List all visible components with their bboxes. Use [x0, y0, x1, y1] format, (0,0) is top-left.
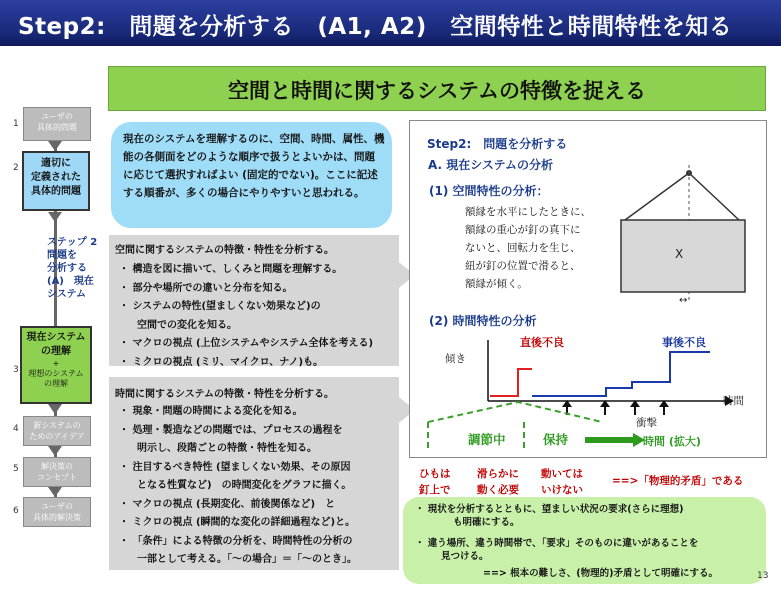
phase-adjusting: 調節中	[468, 432, 506, 447]
arrow-down-icon	[48, 404, 62, 414]
list-item: ・ マクロの視点 (上位システムやシステム全体を考える)	[119, 338, 374, 349]
step-box-3[interactable]	[20, 326, 92, 404]
text-line: 額縁が傾く。	[465, 278, 528, 290]
physical-contradiction: ==>「物理的矛盾」である	[612, 475, 744, 487]
picture-frame-diagram	[615, 160, 755, 310]
list-item: ・ ミクロの視点 (瞬間的な変化の詳細過程など)と。	[119, 517, 356, 528]
step-box-6[interactable]: ユーザの 具体的解決策	[23, 497, 91, 527]
summary-conclusion: ==> 根本の難しさ、(物理的)矛盾として明確にする。	[483, 568, 718, 579]
space-analysis-label: (1) 空間特性の分析：	[429, 184, 549, 198]
space-analysis-text	[465, 203, 591, 293]
explanation-text: 現在のシステムを理解するのに、空間、時間、属性、機能の各側面をどのような順序で扱うとよいかは、問題に応じて選択すればよい (固定的でない)。ここに記述する順番が、多くの場合にやりやすいと思われる。	[123, 133, 385, 199]
section-banner	[108, 66, 766, 111]
step3-sub: + 理想のシステム の理解	[28, 359, 84, 388]
panel-section-a: A. 現在システムの分析	[428, 158, 554, 172]
string-line	[689, 173, 739, 220]
step-box-1[interactable]: ユーザの 具体的問題	[23, 107, 91, 141]
summary-line: 見つける。	[441, 551, 489, 562]
series-immediate-failure	[490, 369, 532, 396]
time-box-list	[119, 403, 357, 570]
space-box-list	[119, 261, 373, 372]
time-analysis-label: (2) 時間特性の分析	[429, 314, 537, 328]
arrow-down-icon	[48, 212, 62, 222]
list-item: ・ 現象・問題の時間による変化を知る。	[119, 406, 303, 417]
arrow-down-icon	[48, 487, 62, 497]
list-item: 一部として考える。「〜の場合」＝「〜のとき」。	[137, 554, 357, 565]
step3-label: 現在システム の理解	[26, 332, 86, 357]
list-item: 明示し、段階ごとの特徴・特性を知る。	[137, 443, 317, 454]
list-item: ・ システムの特性(望ましくない効果など)の	[119, 301, 321, 312]
list-item: ・ 注目するべき特性 (望ましくない効果、その原因	[119, 461, 351, 473]
summary-line: ・ 違う場所、違う時間帯で、「要求」そのものに違いがあることを	[415, 538, 699, 549]
step-number: 6	[13, 506, 19, 516]
summary-line: ・ 現状を分析するとともに、望ましい状況の要求(さらに理想)	[415, 504, 684, 515]
list-item: ・ 部分や場所での違いと分布を知る。	[119, 282, 293, 294]
list-item: ・ 処理・製造などの問題では、プロセスの過程を	[119, 424, 343, 436]
list-item: 空間での変化を知る。	[137, 319, 237, 331]
phase-holding: 保持	[543, 432, 569, 447]
space-box-heading: 空間に関するシステムの特徴・特性を分析する。	[115, 245, 334, 256]
y-axis-label: 傾き	[445, 353, 466, 365]
cond-must-not-move: 動いては いけない	[541, 468, 583, 496]
list-item: となる性質など) の時間変化をグラフに描く。	[137, 480, 352, 491]
list-item: ・ ミクロの視点 (ミリ、マイクロ、ナノ)も。	[119, 356, 324, 368]
string-line	[625, 173, 689, 220]
text-line: 額縁を水平にしたときに、	[465, 206, 591, 218]
arrow-right-icon	[585, 433, 645, 447]
arrow-down-icon	[48, 141, 62, 151]
space-analysis-box	[109, 235, 399, 366]
page-title: Step2: 問題を分析する (A1, A2) 空間特性と時間特性を知る	[18, 14, 733, 40]
step2-note: ステップ 2 問題を 分析する (A) 現在 システム	[47, 237, 98, 300]
time-analysis-box	[109, 377, 399, 570]
banner-title: 空間と時間に関するシステムの特徴を捉える	[228, 79, 646, 103]
list-item: ・ 構造を図に描いて、しくみと問題を理解する。	[119, 264, 343, 275]
text-line: 額縁の重心が釘の真下に	[465, 224, 581, 236]
offset-mark: ↔	[679, 295, 688, 306]
cond-string-on-nail: ひもは 釘上で	[419, 468, 451, 496]
summary-line: も明確にする。	[453, 517, 520, 528]
text-line: 紐が釘の位置で滑ると、	[465, 260, 581, 272]
step-box-2[interactable]: 適切に 定義された 具体的問題	[22, 151, 90, 211]
step-number: 4	[13, 424, 19, 434]
page-number: 13	[757, 571, 769, 581]
step-box-5[interactable]: 解決策の コンセプト	[23, 457, 91, 487]
list-item: ・ マクロの視点 (長期変化、前後関係など) と	[119, 498, 336, 510]
time-box-heading: 時間に関するシステムの特徴・特性を分析する。	[115, 389, 334, 400]
impact-label: 衝撃	[636, 417, 657, 429]
list-item: ・ 「条件」による特徴の分析を、時間特性の分析の	[119, 535, 353, 547]
step-number: 5	[13, 464, 19, 474]
center-of-gravity-mark: X	[675, 247, 684, 261]
x-axis-label: 時間	[723, 395, 744, 407]
label-later-failure: 事後不良	[662, 336, 706, 349]
phase-bracket	[426, 400, 606, 460]
step-number: 1	[13, 119, 19, 129]
label-immediate-failure: 直後不良	[520, 336, 564, 349]
step-number: 2	[13, 163, 19, 173]
time-expanded-label: 時間 (拡大)	[643, 435, 701, 448]
cond-must-move: 滑らかに 動く必要	[477, 468, 519, 496]
step-box-4[interactable]: 新システムの ためのアイデア	[23, 416, 91, 446]
series-later-failure	[532, 352, 710, 396]
arrow-down-icon	[48, 446, 62, 456]
text-line: ないと、回転力を生じ、	[465, 242, 581, 254]
summary-bubble	[403, 497, 769, 584]
panel-step-title: Step2: 問題を分析する	[427, 137, 568, 151]
explanation-bubble	[111, 122, 392, 228]
step-number: 3	[13, 365, 19, 375]
